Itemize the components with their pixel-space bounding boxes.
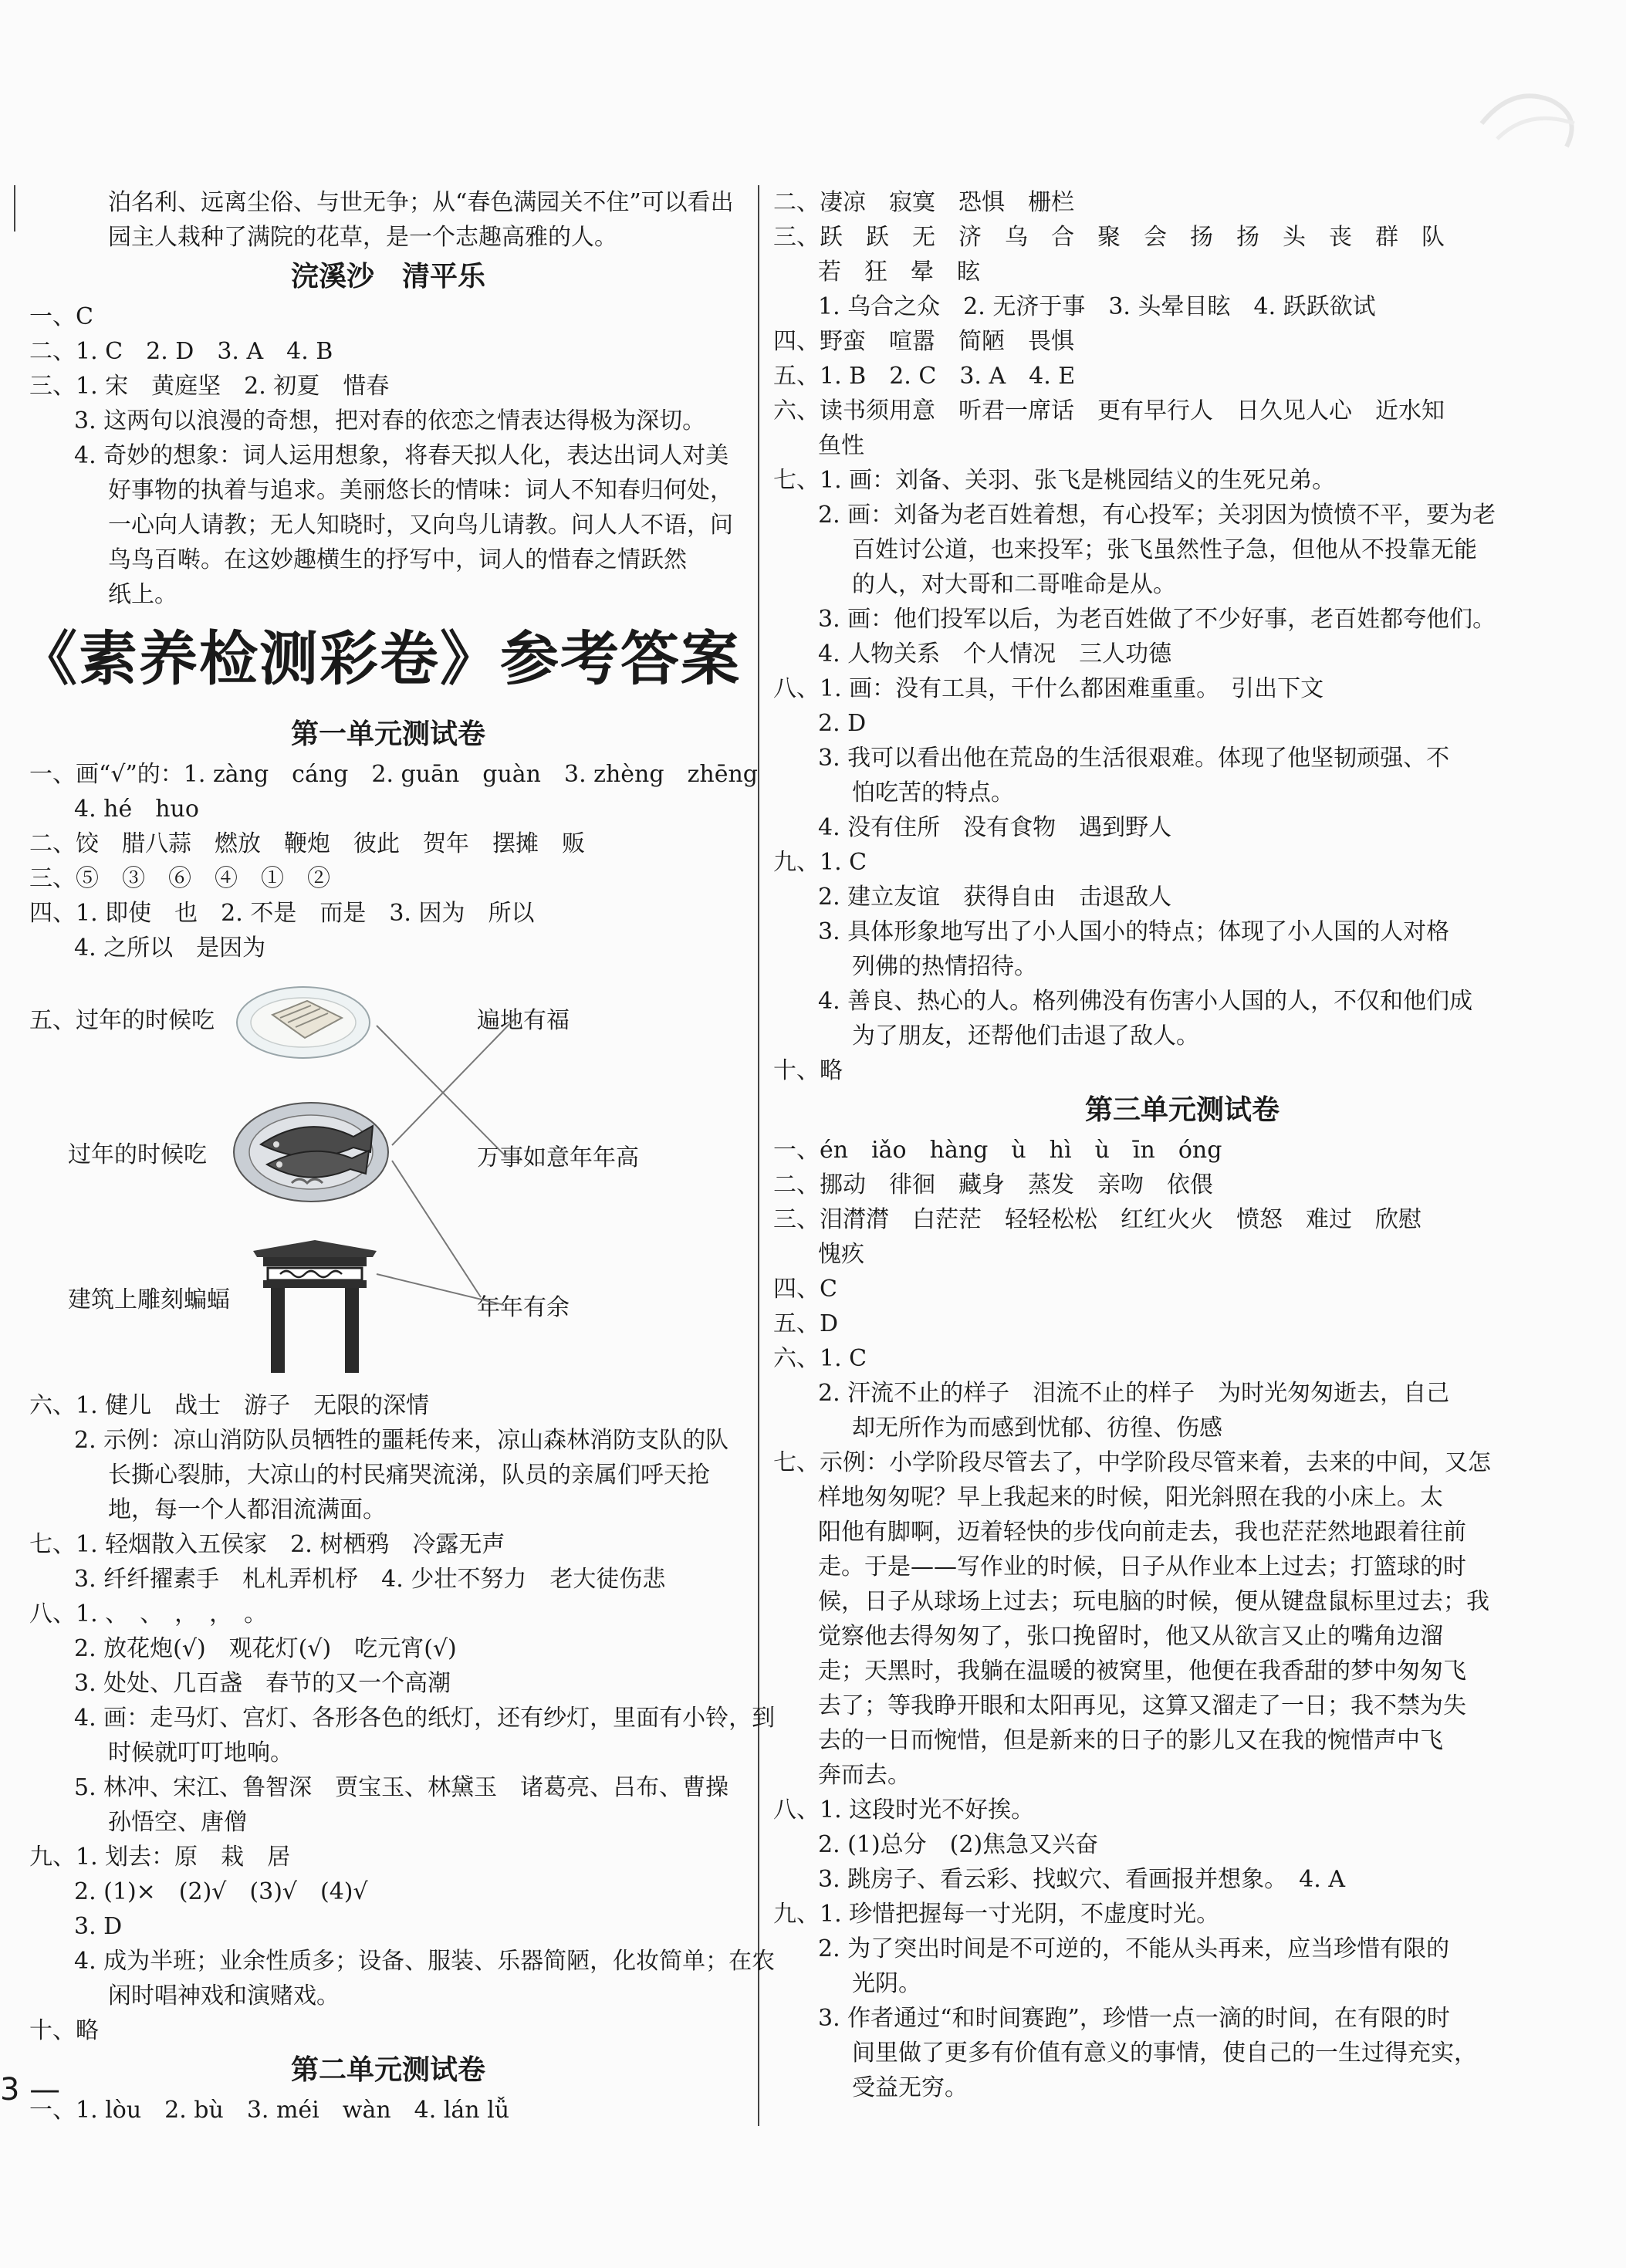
match-line-3 (377, 1274, 504, 1305)
answer-line: 3. 我可以看出他在荒岛的生活很艰难。体现了他坚韧顽强、不 (818, 745, 1450, 772)
answer-line: 一心向人请教；无人知晓时，又向鸟儿请教。问人人不语，问 (108, 512, 733, 539)
answer-line: 四、野蛮 喧嚣 简陋 畏惧 (773, 328, 1074, 355)
matching-lines (29, 972, 747, 1381)
answer-line: 三、泪潸潸 白茫茫 轻轻松松 红红火火 愤怒 难过 欣慰 (773, 1206, 1421, 1233)
answer-line: 1. 乌合之众 2. 无济于事 3. 头晕目眩 4. 跃跃欲试 (818, 293, 1376, 320)
answer-line: 2. 为了突出时间是不可逆的，不能从头再来，应当珍惜有限的 (818, 1935, 1450, 1962)
answer-line: 3. 跳房子、看云彩、找蚁穴、看画报并想象。 4. A (818, 1866, 1345, 1893)
answer-line: 觉察他去得匆匆了，张口挽留时，他又从欲言又止的嘴角边溜 (818, 1623, 1443, 1650)
answer-line: 三、⑤ ③ ⑥ ④ ① ② (29, 865, 330, 892)
answer-line: 七、1. 画：刘备、关羽、张飞是桃园结义的生死兄弟。 (773, 467, 1336, 494)
answer-line: 为了朋友，还帮他们击退了敌人。 (852, 1022, 1199, 1049)
match-right-3: 年年有余 (477, 1294, 570, 1321)
answer-line: 四、C (773, 1276, 837, 1303)
column-divider (758, 185, 759, 2126)
answer-line: 时候就叮叮地响。 (108, 1739, 293, 1766)
match-left-3: 建筑上雕刻蝙蝠 (68, 1286, 230, 1313)
match-left-2: 过年的时候吃 (68, 1141, 207, 1168)
answer-line: 4. hé huo (74, 796, 199, 823)
answer-line: 列佛的热情招待。 (852, 953, 1037, 980)
match-line-2 (392, 1018, 516, 1145)
answer-line: 3. D (74, 1913, 123, 1940)
answer-line: 鸟鸟百啭。在这妙趣横生的抒写中，词人的惜春之情跃然 (108, 546, 687, 573)
answer-line: 三、1. 宋 黄庭坚 2. 初夏 惜春 (29, 373, 390, 400)
answer-line: 3. 这两句以浪漫的奇想，把对春的依恋之情表达得极为深切。 (74, 407, 706, 434)
match-right-1: 遍地有福 (477, 1007, 570, 1034)
answer-line: 九、1. 珍惜把握每一寸光阴，不虚度时光。 (773, 1901, 1220, 1928)
left-column (19, 185, 776, 2128)
answer-line: 八、1. 画：没有工具，干什么都困难重重。 引出下文 (773, 675, 1324, 702)
answer-line: 去的一日而惋惜，但是新来的日子的影儿又在我的惋惜声中飞 (818, 1727, 1443, 1754)
answer-line: 奔而去。 (818, 1762, 911, 1789)
answer-line: 光阴。 (852, 1970, 921, 1997)
answer-line: 一、C (29, 303, 93, 330)
answer-line: 十、略 (773, 1057, 843, 1084)
answer-line: 间里做了更多有价值有意义的事情，使自己的一生过得充实， (852, 2040, 1477, 2067)
match-line-1 (377, 1026, 506, 1157)
answer-line: 愧疚 (818, 1241, 864, 1268)
answer-line: 2. D (818, 710, 867, 737)
answer-line: 4. 没有住所 没有食物 遇到野人 (818, 814, 1172, 841)
intro-line: 园主人栽种了满院的花草，是一个志趣高雅的人。 (108, 224, 617, 251)
answer-line: 纸上。 (108, 581, 177, 608)
answer-line: 怕吃苦的特点。 (852, 779, 1014, 806)
answer-line: 一、画“√”的：1. zàng cáng 2. guān guàn 3. zhèng zhēng (29, 761, 758, 788)
answer-line: 4. 之所以 是因为 (74, 935, 266, 962)
answer-line: 七、示例：小学阶段尽管去了，中学阶段尽管来着，去来的中间，又怎 (773, 1449, 1491, 1476)
answer-line: 九、1. 划去：原 栽 居 (29, 1844, 291, 1871)
answer-line: 的人，对大哥和二哥唯命是从。 (852, 571, 1176, 598)
answer-line: 五、1. B 2. C 3. A 4. E (773, 363, 1076, 390)
answer-line: 八、1. 、 、 ， ， 。 (29, 1600, 268, 1627)
answer-line: 二、饺 腊八蒜 燃放 鞭炮 彼此 贺年 摆摊 贩 (29, 830, 585, 857)
answer-line: 3. 作者通过“和时间赛跑”，珍惜一点一滴的时间，在有限的时 (818, 2005, 1450, 2032)
answer-line: 走；天黑时，我躺在温暖的被窝里，他便在我香甜的梦中匆匆飞 (818, 1658, 1466, 1685)
unit2-title: 第二单元测试卷 (290, 2054, 485, 2086)
answer-line: 2. 建立友谊 获得自由 击退敌人 (818, 884, 1172, 911)
answer-line: 2. 汗流不止的样子 泪流不止的样子 为时光匆匆逝去，自己 (818, 1380, 1450, 1407)
answer-line: 四、1. 即使 也 2. 不是 而是 3. 因为 所以 (29, 900, 535, 927)
answer-line: 二、1. C 2. D 3. A 4. B (29, 338, 333, 365)
answer-line: 八、1. 这段时光不好挨。 (773, 1796, 1035, 1824)
answer-line: 4. 善良、热心的人。格列佛没有伤害小人国的人，不仅和他们成 (818, 988, 1473, 1015)
answer-line: 3. 处处、几百盏 春节的又一个高潮 (74, 1670, 451, 1697)
match-left-1: 五、过年的时候吃 (29, 1007, 215, 1034)
match-line-4 (392, 1161, 481, 1297)
answer-line: 4. 画：走马灯、宫灯、各形各色的纸灯，还有纱灯，里面有小铃，到 (74, 1705, 776, 1732)
answer-line: 4. 奇妙的想象：词人运用想象，将春天拟人化，表达出词人对美 (74, 442, 729, 469)
margin-tick (14, 185, 15, 232)
poem-title: 浣溪沙 清平乐 (290, 261, 485, 292)
right-column (773, 185, 1591, 2105)
answer-line: 地，每一个人都泪流满面。 (108, 1496, 386, 1523)
answer-line: 去了；等我睁开眼和太阳再见，这算又溜走了一日；我不禁为失 (818, 1692, 1466, 1719)
answer-line: 走。于是——写作业的时候，日子从作业本上过去；打篮球的时 (818, 1553, 1466, 1580)
answer-line: 若 狂 晕 眩 (818, 259, 980, 286)
answer-line: 样地匆匆呢？早上我起来的时候，阳光斜照在我的小床上。太 (818, 1484, 1443, 1511)
answer-line: 2. (1)× (2)√ (3)√ (4)√ (74, 1878, 368, 1905)
answer-line: 一、én iǎo hàng ù hì ù īn óng (773, 1137, 1222, 1164)
corner-watermark-icon (1466, 77, 1590, 162)
answer-line: 阳他有脚啊，迈着轻快的步伐向前走去，我也茫茫然地跟着往前 (818, 1519, 1466, 1546)
answer-line: 六、1. C (773, 1345, 867, 1372)
answer-line: 4. 人物关系 个人情况 三人功德 (818, 641, 1172, 668)
match-right-2: 万事如意年年高 (477, 1144, 639, 1171)
answer-line: 3. 纤纤擢素手 札札弄机杼 4. 少壮不努力 老大徒伤悲 (74, 1566, 666, 1593)
answer-line: 九、1. C (773, 849, 867, 876)
answer-line: 好事物的执着与追求。美丽悠长的情味：词人不知春归何处， (108, 477, 733, 504)
answer-line: 2. (1)总分 (2)焦急又兴奋 (818, 1831, 1099, 1858)
answer-line: 六、1. 健儿 战士 游子 无限的深情 (29, 1392, 430, 1419)
page-number: 3 — (0, 2072, 61, 2107)
answer-line: 十、略 (29, 2017, 99, 2044)
answer-line: 二、凄凉 寂寞 恐惧 栅栏 (773, 189, 1074, 216)
main-header: 《素养检测彩卷》参考答案 (19, 624, 741, 693)
answer-line: 二、挪动 徘徊 藏身 蒸发 亲吻 依偎 (773, 1171, 1213, 1198)
answer-line: 受益无穷。 (852, 2074, 968, 2101)
intro-line: 泊名利、远离尘俗、与世无争；从“春色满园关不住”可以看出 (108, 189, 734, 216)
answer-line: 5. 林冲、宋江、鲁智深 贾宝玉、林黛玉 诸葛亮、吕布、曹操 (74, 1774, 729, 1801)
answer-line: 4. 成为半班；业余性质多；设备、服装、乐器简陋，化妆简单；在农 (74, 1948, 776, 1975)
matching-exercise (29, 972, 747, 1381)
answer-line: 三、跃 跃 无 济 乌 合 聚 会 扬 扬 头 丧 群 队 (773, 224, 1445, 251)
answer-line: 3. 具体形象地写出了小人国小的特点；体现了小人国的人对格 (818, 918, 1450, 945)
answer-line: 2. 放花炮(√) 观花灯(√) 吃元宵(√) (74, 1635, 457, 1662)
answer-line: 一、1. lòu 2. bù 3. méi wàn 4. lán lǚ (29, 2097, 510, 2124)
answer-line: 3. 画：他们投军以后，为老百姓做了不少好事，老百姓都夸他们。 (818, 606, 1496, 633)
answer-line: 长撕心裂肺，大凉山的村民痛哭流涕，队员的亲属们呼天抢 (108, 1462, 710, 1489)
answer-line: 五、D (773, 1310, 839, 1337)
answer-line: 百姓讨公道，也来投军；张飞虽然性子急，但他从不投靠无能 (852, 536, 1477, 563)
answer-line: 却无所作为而感到忧郁、彷徨、伤感 (852, 1415, 1222, 1442)
answer-line: 七、1. 轻烟散入五侯家 2. 树栖鸦 冷露无声 (29, 1531, 505, 1558)
unit3-title: 第三单元测试卷 (1084, 1094, 1280, 1126)
answer-line: 孙悟空、唐僧 (108, 1809, 247, 1836)
answer-line: 2. 示例：凉山消防队员牺牲的噩耗传来，凉山森林消防支队的队 (74, 1427, 729, 1454)
answer-line: 六、读书须用意 听君一席话 更有早行人 日久见人心 近水知 (773, 397, 1445, 424)
answer-line: 候，日子从球场上过去；玩电脑的时候，便从键盘鼠标里过去；我 (818, 1588, 1489, 1615)
answer-line: 鱼性 (818, 432, 864, 459)
answer-line: 2. 画：刘备为老百姓着想，有心投军；关羽因为愤愤不平，要为老 (818, 502, 1496, 529)
answer-line: 闲时唱神戏和演赌戏。 (108, 1982, 340, 2009)
unit1-title: 第一单元测试卷 (290, 718, 485, 750)
